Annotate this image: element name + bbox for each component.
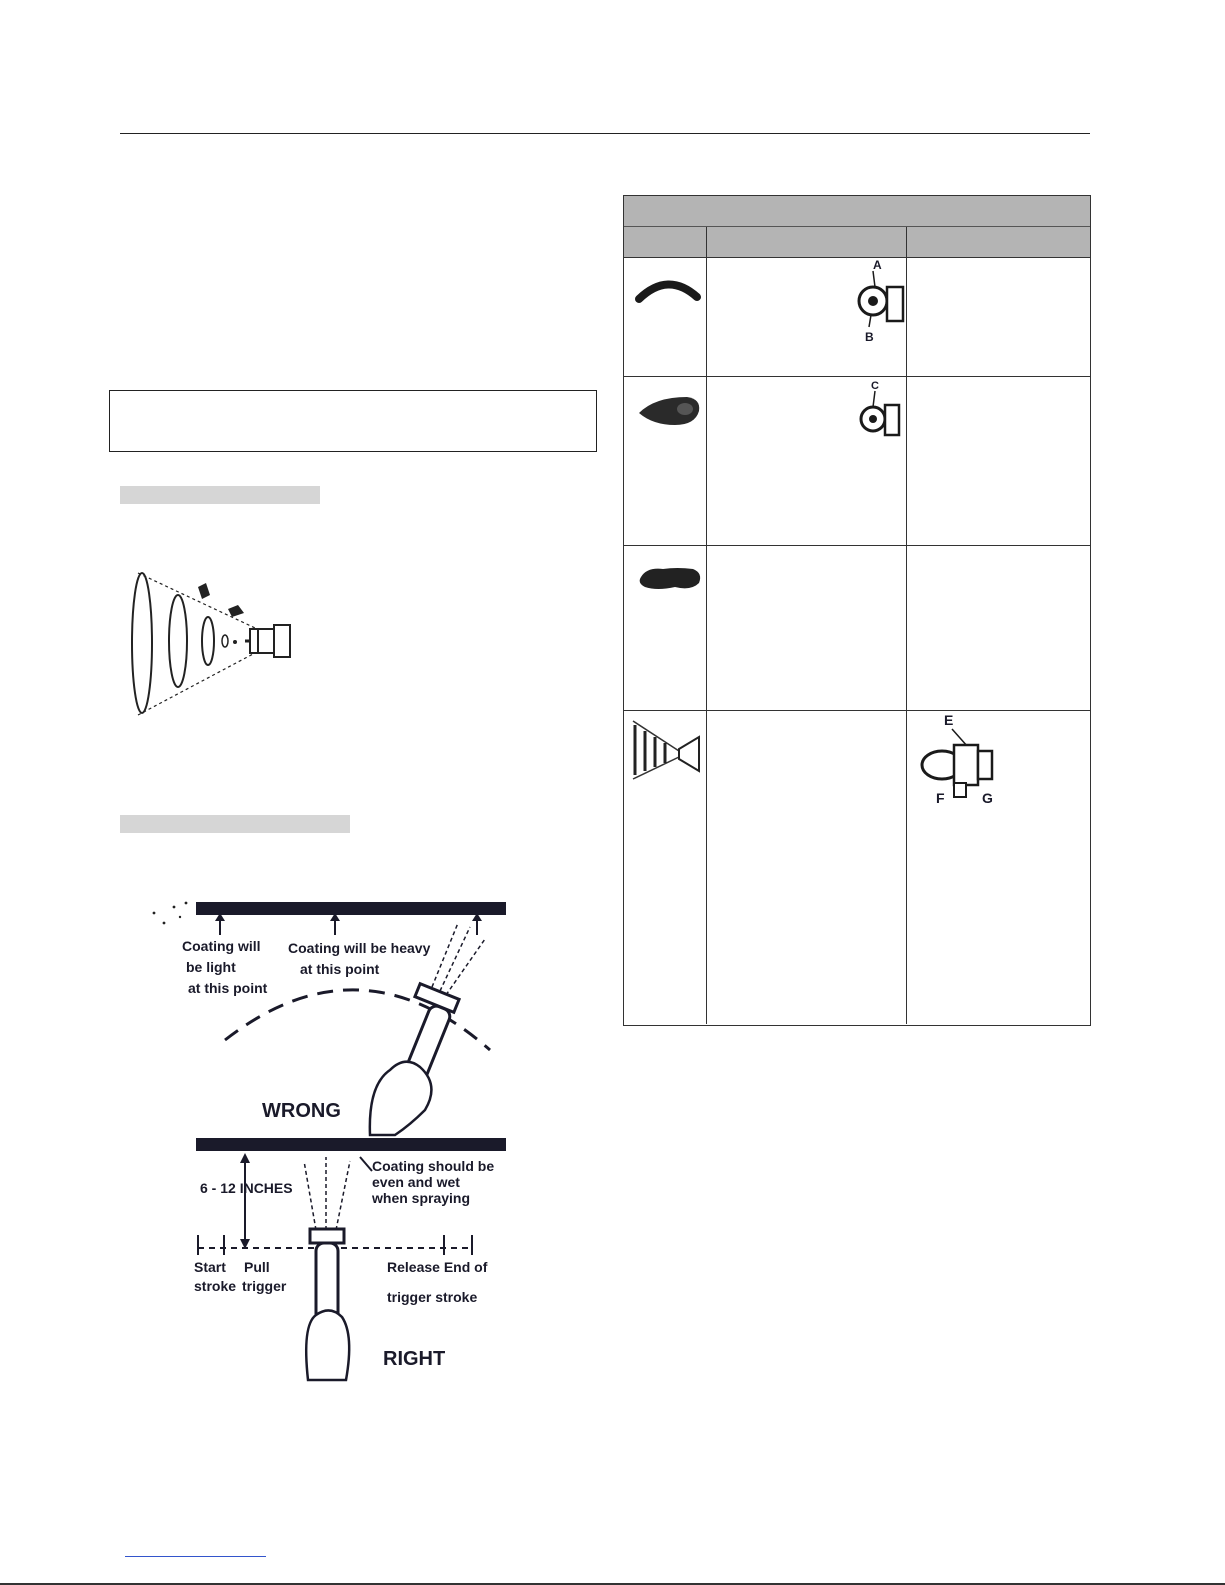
svg-text:B: B (865, 330, 874, 344)
table-title-row (624, 196, 1090, 227)
top-rule (120, 133, 1090, 134)
pull-trigger-line1: Pull (244, 1259, 270, 1275)
release-end-line2: trigger stroke (387, 1289, 478, 1305)
spray-stroke-diagram (140, 895, 510, 1385)
note-box (109, 390, 597, 452)
start-stroke-line1: Start (194, 1259, 226, 1275)
troubleshooting-table (623, 195, 1091, 1026)
svg-text:C: C (871, 380, 879, 392)
spray-cone-illustration (120, 565, 300, 720)
nozzle-e-f-g-icon (918, 711, 994, 807)
section-heading-2 (120, 815, 350, 833)
release-end-line1: Release End of (387, 1259, 488, 1275)
svg-text:A: A (873, 258, 882, 272)
section-heading-1 (120, 486, 320, 504)
coating-heavy-line1: Coating will be heavy (288, 940, 431, 956)
tail-pattern-icon (635, 391, 703, 431)
footer-link-underline[interactable] (125, 1556, 266, 1557)
wrong-surface-bar (196, 902, 506, 915)
coating-light-line2: be light (186, 959, 236, 975)
coating-even-line3: when spraying (372, 1190, 471, 1206)
start-stroke-line2: stroke (194, 1278, 237, 1294)
pull-trigger-line2: trigger (242, 1278, 287, 1294)
svg-text:F: F (936, 790, 945, 806)
coating-heavy-line2: at this point (300, 961, 380, 977)
nozzle-a-b-icon (853, 253, 909, 345)
right-spray-gun (304, 1157, 350, 1380)
fan-pattern-icon (629, 715, 709, 785)
coating-even-line2: even and wet (372, 1174, 460, 1190)
nozzle-c-icon (855, 379, 909, 445)
coating-light-line1: Coating will (182, 938, 261, 954)
right-label: RIGHT (383, 1348, 446, 1370)
right-surface-bar (196, 1138, 506, 1151)
svg-text:E: E (944, 712, 954, 728)
svg-text:G: G (982, 790, 993, 806)
blotch-pattern-icon (637, 565, 703, 593)
distance-label: 6 - 12 INCHES (200, 1180, 293, 1196)
coating-even-line1: Coating should be (372, 1158, 495, 1174)
arc-pattern-icon (635, 273, 701, 307)
wrong-label: WRONG (262, 1100, 341, 1122)
coating-light-line3: at this point (188, 980, 268, 996)
